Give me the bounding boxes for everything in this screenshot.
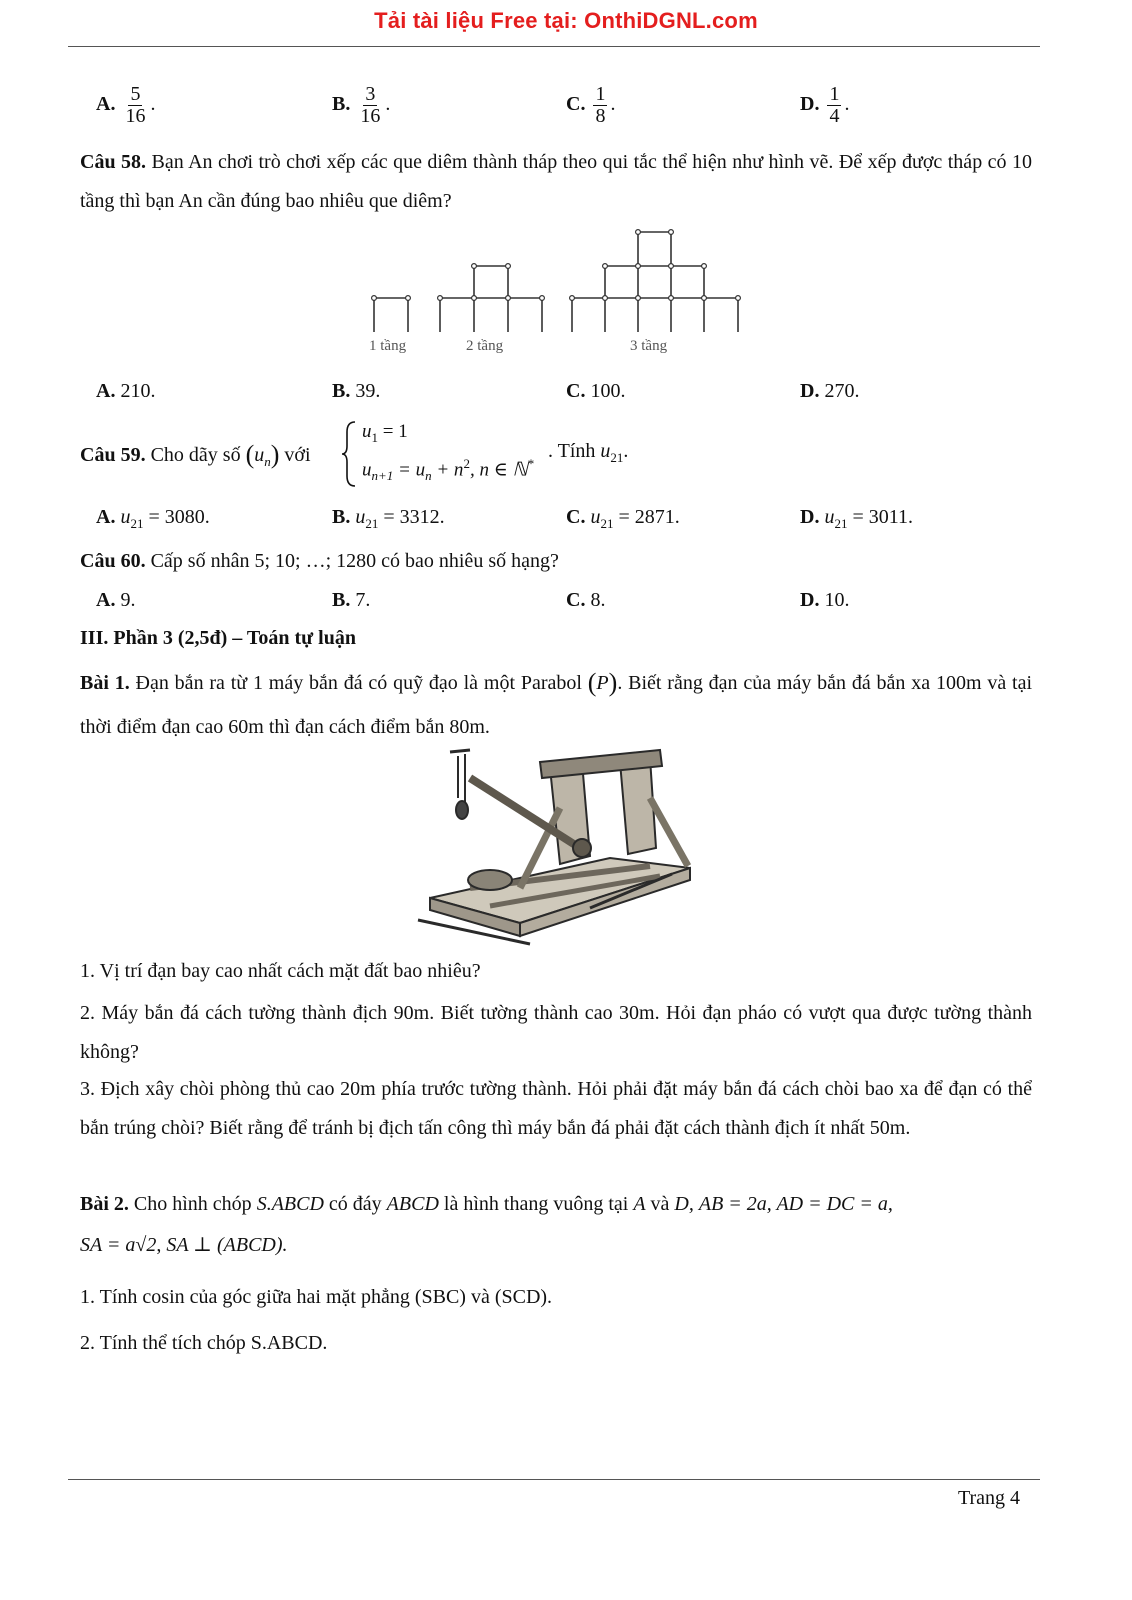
- fraction: [827, 84, 841, 127]
- numerator: 1: [595, 83, 606, 105]
- vertex-d: D,: [674, 1193, 694, 1215]
- option-label: D.: [800, 380, 820, 402]
- option-label: A.: [96, 589, 116, 611]
- base-name: ABCD: [386, 1193, 439, 1215]
- q59-option-b[interactable]: B. $u_{21} = 3312$.: [332, 506, 445, 531]
- option-label: B.: [332, 589, 351, 611]
- denominator: 16: [125, 105, 146, 127]
- system-brace: [340, 420, 358, 488]
- q57-option-d[interactable]: D. $\frac{1}{4}$ .: [800, 83, 850, 127]
- star-sup: *: [527, 456, 535, 471]
- option-label: A.: [96, 380, 116, 402]
- denominator: 4: [829, 105, 840, 127]
- seq-symbol: u: [254, 444, 265, 466]
- q58-option-b[interactable]: [332, 380, 380, 403]
- conditions: AB = 2a, AD = DC = a,: [698, 1193, 893, 1215]
- seq-subscript: n: [264, 454, 271, 469]
- option-label: C.: [566, 380, 586, 402]
- sa-length: SA = a√2: [80, 1234, 157, 1256]
- q60-option-d[interactable]: [800, 589, 849, 612]
- problem-body: là hình thang vuông tại: [443, 1193, 629, 1215]
- q58-option-d[interactable]: [800, 380, 859, 403]
- option-label: A.: [96, 506, 116, 528]
- with-word: với: [284, 444, 311, 466]
- option-text: = 3080: [148, 506, 205, 528]
- q59-option-a[interactable]: A. $u_{21} = 3080$.: [96, 506, 210, 531]
- q60-option-b[interactable]: [332, 589, 370, 612]
- problem-body: có đáy: [328, 1193, 382, 1215]
- numerator: 1: [829, 83, 840, 105]
- question-body: Bạn An chơi trò chơi xếp các que diêm thành tháp theo qui tắc thể hiện như hình vẽ. Để xếp được tháp có 10 tầng thì bạn An cần đúng bao nhiêu que diêm?: [80, 151, 1032, 212]
- sa-perpendicular: SA ⊥ (ABCD).: [166, 1234, 288, 1256]
- option-label: D.: [800, 506, 820, 528]
- problem-label: Bài 2.: [80, 1193, 129, 1215]
- pyramid-name: S.ABCD: [256, 1193, 324, 1215]
- problem-body: Cho hình chóp: [133, 1193, 252, 1215]
- question-body: Cho dãy số: [150, 444, 241, 466]
- problem-label: Bài 1.: [80, 672, 130, 694]
- q59-stem: Câu 59. Cho dãy số $(u_n)$ với: [80, 440, 311, 469]
- line1-rest: = 1: [382, 421, 408, 442]
- bai1-item-1: 1. Vị trí đạn bay cao nhất cách mặt đất bao nhiêu?: [80, 960, 481, 982]
- option-text: 39.: [355, 380, 381, 402]
- ask-text: . Tính: [548, 440, 596, 462]
- option-label: A.: [96, 93, 116, 116]
- option-text: = 3312: [383, 506, 440, 528]
- option-label: C.: [566, 506, 586, 528]
- u-subscript: 1: [371, 429, 378, 445]
- q57-option-c[interactable]: C. $\frac{1}{8}$ .: [566, 83, 616, 127]
- option-label: D.: [800, 93, 820, 116]
- option-label: B.: [332, 380, 351, 402]
- line2-end: , n ∈ ℕ: [469, 459, 528, 481]
- q60-option-c[interactable]: [566, 589, 605, 612]
- header-rule: [68, 46, 1040, 47]
- u-subscript: 21: [610, 450, 624, 465]
- option-text: = 3011: [852, 506, 908, 528]
- question-label: Câu 59.: [80, 444, 146, 466]
- bai2-item-1: 1. Tính cosin của góc giữa hai mặt phẳng (SBC) và (SCD).: [80, 1286, 553, 1308]
- footer-rule: [68, 1479, 1040, 1480]
- header-title[interactable]: Tải tài liệu Free tại: OnthiDGNL.com: [374, 8, 758, 33]
- option-text: 270.: [824, 380, 860, 402]
- question-label: Câu 58.: [80, 151, 147, 173]
- q60-option-a[interactable]: [96, 589, 135, 612]
- q58-text: [80, 143, 1032, 221]
- bai2-text: [80, 1185, 1032, 1224]
- option-label: B.: [332, 506, 351, 528]
- option-label: C.: [566, 93, 586, 116]
- option-label: D.: [800, 589, 820, 611]
- q59-option-d[interactable]: D. $u_{21} = 3011$.: [800, 506, 913, 531]
- option-text: 100.: [590, 380, 626, 402]
- option-text: 7.: [355, 589, 371, 611]
- caption-3-tang: 3 tầng: [630, 338, 668, 354]
- denominator: 16: [360, 105, 381, 127]
- bai1-item-2: 2. Máy bắn đá cách tường thành địch 90m. Biết tường thành cao 30m. Hỏi đạn pháo có vượt qua được tường thành không?: [80, 1002, 1032, 1063]
- option-text: 10.: [824, 589, 850, 611]
- u-subscript: n+1: [371, 468, 394, 484]
- problem-body: . Biết rằng đạn của máy bắn đá bắn xa 100m và tại thời điểm đạn cao 60m thì đạn cách điểm bắn 80m.: [80, 672, 1033, 738]
- bai1-item-3: 3. Địch xây chòi phòng thủ cao 20m phía trước tường thành. Hỏi phải đặt máy bắn đá cách chòi bao xa để đạn có thể bắn trúng chòi? Biết rằng để tránh bị địch tấn công thì máy bắn đá phải đặt cách thành địch ít nhất 50m.: [80, 1078, 1032, 1139]
- denominator: 8: [595, 105, 606, 127]
- q58-option-a[interactable]: [96, 380, 155, 403]
- and-word: và: [650, 1193, 670, 1215]
- matchstick-tower-figure: [360, 222, 750, 362]
- system-line-1: [362, 421, 408, 446]
- u-symbol: u: [362, 421, 372, 442]
- u-symbol: u: [600, 440, 611, 462]
- caption-2-tang: 2 tầng: [466, 338, 504, 354]
- u-subscript: n: [425, 468, 432, 484]
- bai1-text: Bài 1. Đạn bắn ra từ 1 máy bắn đá có quỹ đạo là một Parabol (P). Biết rằng đạn của máy bắn đá bắn xa 100m và tại thời điểm đạn cao 60m thì đạn cách điểm bắn 80m.: [80, 668, 1033, 738]
- square-sup: 2: [463, 456, 470, 471]
- caption-1-tang: 1 tầng: [369, 338, 407, 354]
- part3-title: III. Phần 3 (2,5đ) – Toán tự luận: [80, 627, 356, 649]
- u-symbol: u: [362, 459, 372, 481]
- vertex-a: A: [633, 1193, 646, 1215]
- option-label: B.: [332, 93, 351, 116]
- option-text: 9.: [120, 589, 136, 611]
- fraction: [358, 84, 382, 127]
- numerator: 5: [130, 83, 141, 105]
- q58-option-c[interactable]: [566, 380, 625, 403]
- q57-option-b[interactable]: B. $\frac{3}{16}$ .: [332, 83, 391, 127]
- numerator: 3: [365, 83, 376, 105]
- q60-text: [80, 550, 559, 573]
- system-line-2: [362, 456, 534, 484]
- parabol-symbol: P: [596, 672, 609, 694]
- q59-option-c[interactable]: C. $u_{21} = 2871$.: [566, 506, 680, 531]
- question-body: Cấp số nhân 5; 10; …; 1280 có bao nhiêu số hạng?: [150, 550, 559, 572]
- question-label: Câu 60.: [80, 550, 146, 572]
- catapult-illustration: [410, 748, 700, 948]
- fraction: [593, 84, 607, 127]
- line2-rest: = u: [398, 459, 426, 481]
- bai2-item-2: 2. Tính thể tích chóp S.ABCD.: [80, 1332, 328, 1354]
- bai2-sa-line: SA = a√2, SA ⊥ (ABCD).: [80, 1234, 288, 1256]
- q59-ask: . Tính $u_{21}$.: [548, 440, 629, 465]
- option-text: = 2871: [618, 506, 675, 528]
- q57-option-a[interactable]: A. $\frac{5}{16}$ .: [96, 83, 156, 127]
- line2-tail: + n: [436, 459, 464, 481]
- option-text: 8.: [590, 589, 606, 611]
- page-number: Trang 4: [958, 1487, 1021, 1509]
- option-text: 210.: [120, 380, 156, 402]
- fraction: [123, 84, 147, 127]
- problem-body: Đạn bắn ra từ 1 máy bắn đá có quỹ đạo là một Parabol: [135, 672, 582, 694]
- option-label: C.: [566, 589, 586, 611]
